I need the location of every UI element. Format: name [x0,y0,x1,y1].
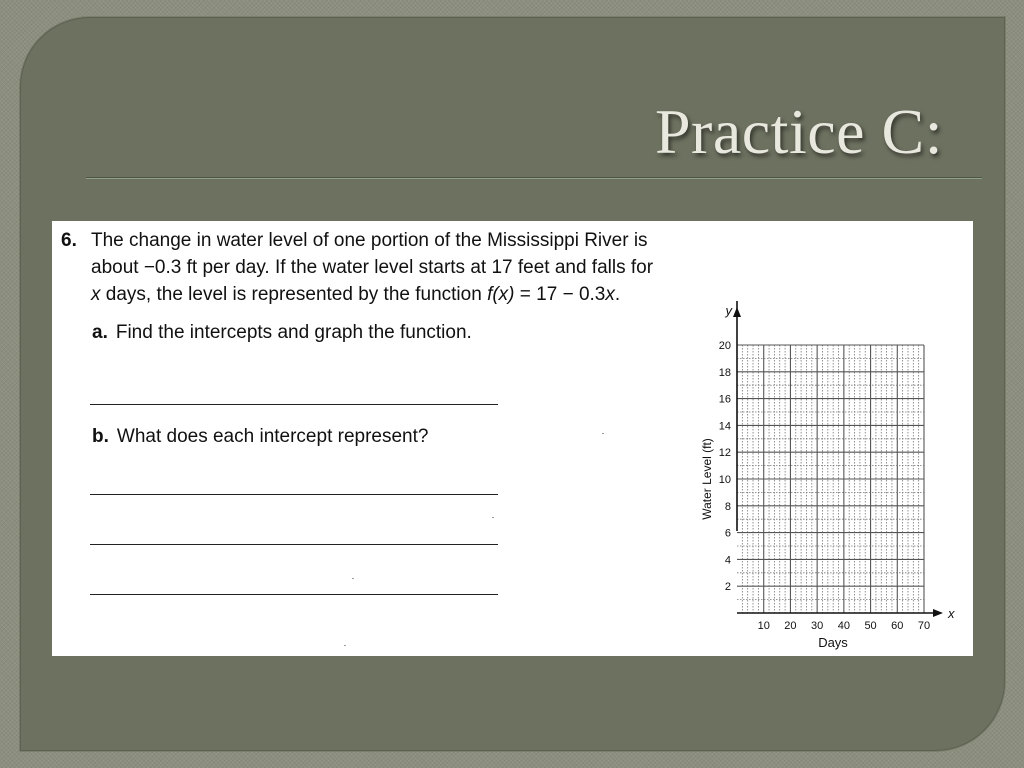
scan-speck [492,517,494,518]
problem-text-line-1: The change in water level of one portion of the Mississippi River is [91,230,648,251]
part-b-text: What does each intercept represent? [116,426,429,447]
problem-text-line-3 [91,284,620,306]
y-tick-label: 2 [724,581,731,594]
scan-speck [352,578,354,579]
x-axis-variable: x [948,606,955,621]
part-a-text: Find the intercepts and graph the function. [115,322,472,343]
grid-minor-horizontals [737,345,924,600]
x-tick-label: 70 [917,620,931,632]
function-var: x [605,284,615,305]
problem-text-line-3-text: days, the level is represented by the function [105,284,482,305]
y-tick-label: 18 [718,366,731,379]
x-tick-label: 30 [811,620,824,632]
y-tick-label: 8 [724,500,731,513]
answer-line-b2[interactable] [90,544,498,545]
function-rhs: = 17 − 0.3 [514,284,606,305]
part-a [92,322,472,344]
variable-x: x [91,284,101,305]
title-divider [86,177,982,179]
scan-speck [344,645,346,646]
part-a-label: a. [92,322,108,343]
y-axis-label: Water Level (ft) [700,438,714,520]
y-tick-label: 20 [718,340,731,352]
y-tick-label: 16 [718,393,731,406]
x-tick-label: 60 [891,620,904,632]
function-lhs: f(x) [487,284,515,305]
y-axis-variable: y [725,303,732,318]
part-b [92,426,428,448]
slide-title: Practice C: [654,96,943,167]
x-axis-arrow [933,609,943,617]
problem-number: 6. [61,230,77,251]
y-tick-label: 10 [718,474,731,486]
x-axis-label: Days [818,635,848,650]
worksheet-image [52,221,973,656]
y-tick-label: 14 [718,420,731,433]
x-tick-label: 20 [784,620,797,632]
answer-line-b1[interactable] [90,494,498,495]
answer-line-a[interactable] [90,404,498,405]
x-tick-label: 40 [837,620,850,632]
axis-ticks [719,340,930,632]
y-tick-label: 4 [724,554,731,567]
x-tick-label: 10 [757,620,770,632]
graph-grid-chart [673,301,973,651]
y-tick-label: 12 [718,447,731,460]
problem-text-line-2: about −0.3 ft per day. If the water level starts at 17 feet and falls for [91,257,654,278]
y-tick-label: 6 [724,527,731,540]
x-tick-label: 50 [864,620,877,632]
answer-line-b3[interactable] [90,594,498,595]
y-axis-arrow [733,307,741,317]
part-b-label: b. [92,426,109,447]
scan-speck [602,433,604,434]
function-expression [487,284,620,305]
function-end: . [614,284,621,305]
